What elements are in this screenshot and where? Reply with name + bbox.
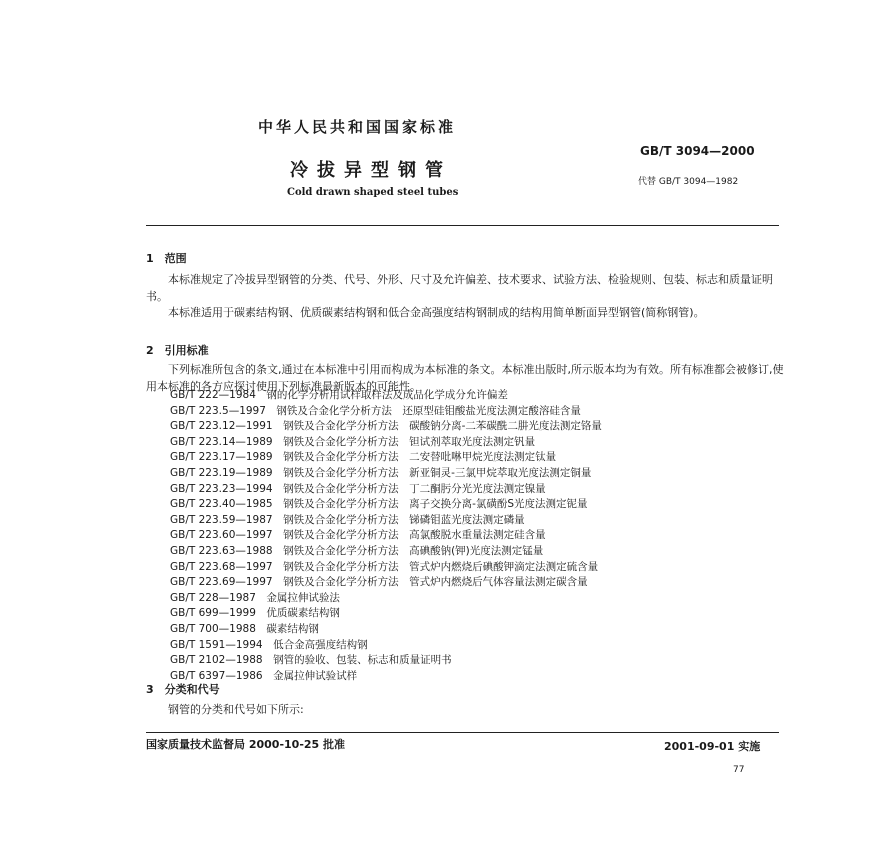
reference-item: GB/T 6397—1986 金属拉伸试验试样 [170,669,358,682]
reference-item: GB/T 223.5—1997 钢铁及合金化学分析方法 还原型硅钼酸盐光度法测定酸溶硅含量 [170,404,581,417]
country-standard-heading: 中华人民共和国国家标准 [258,118,457,136]
reference-item: GB/T 223.59—1987 钢铁及合金化学分析方法 锑磷钼蓝光度法测定磷量 [170,513,525,526]
header-divider [146,225,779,226]
section-3-title: 3 分类和代号 [146,683,220,696]
document-title-cn: 冷拔异型钢管 [290,160,452,181]
reference-item: GB/T 223.23—1994 钢铁及合金化学分析方法 丁二酮肟分光光度法测定镍量 [170,482,546,495]
reference-item: GB/T 2102—1988 钢管的验收、包装、标志和质量证明书 [170,654,452,667]
document-title-en: Cold drawn shaped steel tubes [287,187,459,198]
approval-note: 国家质量技术监督局 2000-10-25 批准 [146,738,346,751]
reference-item: GB/T 699—1999 优质碳素结构钢 [170,607,340,620]
reference-item: GB/T 223.12—1991 钢铁及合金化学分析方法 碳酸钠分离-二苯碳酰二肼光度法测定铬量 [170,420,602,433]
section-3-paragraph: 钢管的分类和代号如下所示: [168,703,304,716]
reference-item: GB/T 1591—1994 低合金高强度结构钢 [170,638,368,651]
section-2-title: 2 引用标准 [146,344,209,357]
reference-item: GB/T 223.63—1988 钢铁及合金化学分析方法 高碘酸钠(钾)光度法测定锰量 [170,544,544,557]
standard-code: GB/T 3094—2000 [640,144,755,158]
effective-date: 2001-09-01 实施 [664,740,761,753]
reference-item: GB/T 223.68—1997 钢铁及合金化学分析方法 管式炉内燃烧后碘酸钾滴定法测定硫含量 [170,560,599,573]
reference-item: GB/T 700—1988 碳素结构钢 [170,622,319,635]
reference-item: GB/T 222—1984 钢的化学分析用试样取样法及成品化学成分允许偏差 [170,389,508,401]
reference-item: GB/T 223.69—1997 钢铁及合金化学分析方法 管式炉内燃烧后气体容量法测定碳含量 [170,576,588,589]
footer-divider [146,732,779,733]
reference-item: GB/T 223.60—1997 钢铁及合金化学分析方法 高氯酸脱水重量法测定硅含量 [170,529,546,542]
reference-item: GB/T 223.19—1989 钢铁及合金化学分析方法 新亚铜灵-三氯甲烷萃取光度法测定铜量 [170,466,592,479]
section-1-title: 1 范围 [146,252,187,265]
replaces-note: 代替 GB/T 3094—1982 [638,177,739,187]
reference-list [170,388,602,684]
section-1-paragraph-1: 本标准规定了冷拔异型钢管的分类、代号、外形、尺寸及允许偏差、技术要求、试验方法、检验规则、包装、标志和质量证明书。 [146,273,773,303]
reference-item: GB/T 223.40—1985 钢铁及合金化学分析方法 离子交换分离-氯磺酚S光度法测定铌量 [170,498,588,511]
reference-item: GB/T 223.14—1989 钢铁及合金化学分析方法 钽试剂萃取光度法测定钒量 [170,435,536,448]
reference-item: GB/T 228—1987 金属拉伸试验法 [170,591,340,604]
reference-item: GB/T 223.17—1989 钢铁及合金化学分析方法 二安替吡啉甲烷光度法测定钛量 [170,451,557,464]
section-1-paragraph-2: 本标准适用于碳素结构钢、优质碳素结构钢和低合金高强度结构钢制成的结构用简单断面异型钢管(简称钢管)。 [168,306,705,319]
section-2-paragraph: 下列标准所包含的条文,通过在本标准中引用而构成为本标准的条文。本标准出版时,所示版本均为有效。所有标准都会被修订,使用本标准的各方应探讨使用下列标准最新版本的可能性。 [146,363,784,393]
page-number: 77 [733,765,745,775]
